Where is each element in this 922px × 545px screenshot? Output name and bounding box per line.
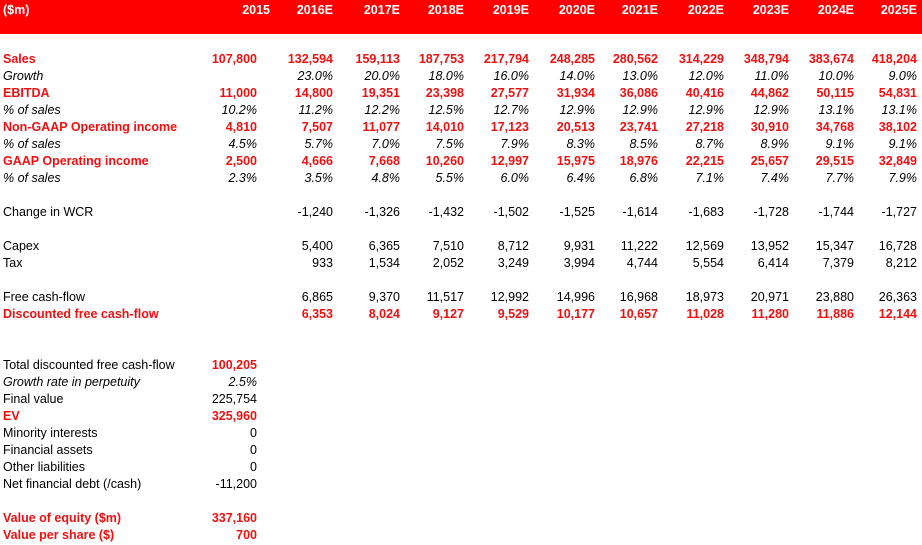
units-label: ($m) <box>3 3 30 17</box>
table-cell: 3.5% <box>304 171 333 185</box>
table-cell: 27,218 <box>685 120 724 134</box>
table-cell: 5,554 <box>692 256 724 270</box>
table-cell: 12.0% <box>688 69 724 83</box>
table-row <box>0 256 922 273</box>
table-row <box>0 205 922 222</box>
summary-row <box>0 460 922 477</box>
table-cell: 10,657 <box>619 307 658 321</box>
row-label: Change in WCR <box>3 205 94 219</box>
row-label: Free cash-flow <box>3 290 85 304</box>
summary-label: Net financial debt (/cash) <box>3 477 142 491</box>
table-cell: 6,865 <box>301 290 333 304</box>
table-cell: 9,370 <box>368 290 400 304</box>
table-cell: 1,534 <box>368 256 400 270</box>
table-cell: 217,794 <box>483 52 529 66</box>
table-cell: 9,127 <box>432 307 464 321</box>
table-cell: 34,768 <box>815 120 854 134</box>
summary-row <box>0 392 922 409</box>
summary-row <box>0 511 922 528</box>
table-cell: 132,594 <box>287 52 333 66</box>
summary-value: 700 <box>236 528 257 542</box>
year-header: 2022E <box>687 3 724 17</box>
table-row <box>0 171 922 188</box>
table-cell: -1,614 <box>622 205 658 219</box>
table-cell: 4,666 <box>301 154 333 168</box>
table-cell: 8,712 <box>497 239 529 253</box>
table-cell: 7.4% <box>760 171 789 185</box>
table-cell: 32,849 <box>878 154 917 168</box>
table-cell: 13.1% <box>881 103 917 117</box>
summary-label: Final value <box>3 392 64 406</box>
table-row <box>0 120 922 137</box>
table-cell: 159,113 <box>355 52 400 66</box>
table-cell: 4.5% <box>228 137 257 151</box>
table-cell: 13.0% <box>622 69 658 83</box>
summary-value: 0 <box>250 443 257 457</box>
row-label: Capex <box>3 239 40 253</box>
year-header: 2021E <box>621 3 658 17</box>
table-cell: 16,968 <box>619 290 658 304</box>
table-cell: 23,880 <box>815 290 854 304</box>
year-header: 2018E <box>427 3 464 17</box>
summary-value: 337,160 <box>211 511 257 525</box>
table-cell: 23,398 <box>425 86 464 100</box>
table-cell: 36,086 <box>619 86 658 100</box>
row-label: GAAP Operating income <box>3 154 149 168</box>
summary-label: Value of equity ($m) <box>3 511 122 525</box>
row-label: % of sales <box>3 137 61 151</box>
table-cell: 9,529 <box>497 307 529 321</box>
table-cell: 31,934 <box>556 86 595 100</box>
table-cell: 5.5% <box>435 171 464 185</box>
row-label: EBITDA <box>3 86 50 100</box>
year-header: 2017E <box>363 3 400 17</box>
year-header: 2025E <box>880 3 917 17</box>
table-cell: -1,683 <box>688 205 724 219</box>
table-cell: 3,249 <box>497 256 529 270</box>
table-cell: 12,569 <box>685 239 724 253</box>
summary-label: Other liabilities <box>3 460 85 474</box>
summary-label: Minority interests <box>3 426 98 440</box>
summary-label: EV <box>3 409 20 423</box>
table-cell: 8,024 <box>368 307 400 321</box>
table-cell: 348,794 <box>743 52 789 66</box>
summary-row <box>0 426 922 443</box>
row-label: Non-GAAP Operating income <box>3 120 178 134</box>
table-cell: 50,115 <box>816 86 854 100</box>
table-cell: 15,347 <box>815 239 854 253</box>
table-cell: 12,144 <box>878 307 917 321</box>
table-row <box>0 307 922 324</box>
table-cell: 7.9% <box>500 137 529 151</box>
table-cell: 20.0% <box>364 69 400 83</box>
year-header: 2023E <box>752 3 789 17</box>
table-cell: 7,507 <box>301 120 333 134</box>
table-cell: 18,973 <box>685 290 724 304</box>
table-cell: 12.5% <box>428 103 464 117</box>
summary-row <box>0 375 922 392</box>
table-cell: 10.0% <box>818 69 854 83</box>
table-header <box>0 0 922 34</box>
table-cell: 17,123 <box>490 120 529 134</box>
table-cell: 11,222 <box>620 239 658 253</box>
table-cell: 9.1% <box>888 137 917 151</box>
table-cell: 383,674 <box>808 52 854 66</box>
table-cell: 5.7% <box>304 137 333 151</box>
table-cell: 9.0% <box>888 69 917 83</box>
table-cell: 187,753 <box>418 52 464 66</box>
table-cell: 18.0% <box>428 69 464 83</box>
table-cell: 14,010 <box>425 120 464 134</box>
table-cell: 11.0% <box>754 69 789 83</box>
table-cell: 7.0% <box>371 137 400 151</box>
table-cell: 12,992 <box>490 290 529 304</box>
summary-label: Value per share ($) <box>3 528 115 542</box>
table-cell: 7,668 <box>368 154 400 168</box>
table-cell: 2.3% <box>228 171 257 185</box>
table-cell: 7.5% <box>435 137 464 151</box>
table-cell: 12.2% <box>364 103 400 117</box>
year-header: 2019E <box>492 3 529 17</box>
summary-label: Total discounted free cash-flow <box>3 358 175 372</box>
table-cell: 5,400 <box>301 239 333 253</box>
table-cell: 314,229 <box>678 52 724 66</box>
row-label: Discounted free cash-flow <box>3 307 159 321</box>
summary-row <box>0 358 922 375</box>
summary-value: 325,960 <box>211 409 257 423</box>
year-header: 2016E <box>296 3 333 17</box>
table-cell: -1,525 <box>559 205 595 219</box>
summary-value: 100,205 <box>211 358 257 372</box>
table-cell: -1,432 <box>428 205 464 219</box>
table-row <box>0 103 922 120</box>
table-cell: 9.1% <box>825 137 854 151</box>
table-cell: 9,931 <box>563 239 595 253</box>
table-cell: 7.1% <box>695 171 724 185</box>
table-cell: 11,028 <box>686 307 724 321</box>
table-row <box>0 86 922 103</box>
table-row <box>0 52 922 69</box>
table-row <box>0 137 922 154</box>
table-cell: 13.1% <box>818 103 854 117</box>
table-cell: 7.9% <box>888 171 917 185</box>
table-cell: 6.4% <box>566 171 595 185</box>
table-cell: 12.9% <box>688 103 724 117</box>
table-cell: 7.7% <box>825 171 854 185</box>
table-cell: 38,102 <box>878 120 917 134</box>
table-cell: 29,515 <box>815 154 854 168</box>
summary-label: Financial assets <box>3 443 93 457</box>
table-cell: 14.0% <box>559 69 595 83</box>
table-cell: 26,363 <box>878 290 917 304</box>
table-cell: 8,212 <box>885 256 917 270</box>
table-cell: 10,260 <box>425 154 464 168</box>
row-label: % of sales <box>3 171 61 185</box>
table-cell: 44,862 <box>750 86 789 100</box>
table-cell: 10,177 <box>556 307 595 321</box>
table-cell: 23.0% <box>297 69 333 83</box>
table-cell: 4,810 <box>225 120 257 134</box>
table-cell: 11,077 <box>362 120 400 134</box>
table-row <box>0 290 922 307</box>
summary-value: 2.5% <box>228 375 257 389</box>
summary-value: 0 <box>250 460 257 474</box>
table-cell: 20,513 <box>556 120 595 134</box>
table-cell: 15,975 <box>556 154 595 168</box>
table-cell: 12.9% <box>559 103 595 117</box>
table-cell: 12.9% <box>753 103 789 117</box>
table-cell: 6,353 <box>301 307 333 321</box>
table-cell: 8.7% <box>695 137 724 151</box>
table-cell: 4.8% <box>371 171 400 185</box>
table-cell: 14,800 <box>294 86 333 100</box>
table-cell: 248,285 <box>549 52 595 66</box>
table-cell: 2,500 <box>225 154 257 168</box>
table-row <box>0 154 922 171</box>
summary-value: -11,200 <box>215 477 257 491</box>
table-cell: -1,728 <box>753 205 789 219</box>
summary-row <box>0 409 922 426</box>
table-cell: 12.7% <box>493 103 529 117</box>
summary-value: 0 <box>250 426 257 440</box>
row-label: % of sales <box>3 103 61 117</box>
table-cell: 8.3% <box>566 137 595 151</box>
table-cell: 11,280 <box>751 307 789 321</box>
table-cell: 3,994 <box>563 256 595 270</box>
summary-label: Growth rate in perpetuity <box>3 375 140 389</box>
table-cell: 11,517 <box>426 290 464 304</box>
table-cell: -1,326 <box>364 205 400 219</box>
table-cell: 933 <box>312 256 333 270</box>
summary-row <box>0 443 922 460</box>
table-cell: 40,416 <box>685 86 724 100</box>
table-cell: 22,215 <box>685 154 724 168</box>
table-cell: 25,657 <box>750 154 789 168</box>
table-cell: 11,000 <box>219 86 257 100</box>
table-cell: 4,744 <box>626 256 658 270</box>
table-cell: 7,379 <box>822 256 854 270</box>
summary-row <box>0 528 922 545</box>
table-cell: 54,831 <box>878 86 917 100</box>
table-cell: 30,910 <box>750 120 789 134</box>
table-cell: 6.8% <box>629 171 658 185</box>
table-cell: 6,414 <box>757 256 789 270</box>
summary-value: 225,754 <box>211 392 257 406</box>
table-cell: 418,204 <box>871 52 917 66</box>
table-cell: 14,996 <box>556 290 595 304</box>
table-cell: 23,741 <box>619 120 658 134</box>
table-cell: 12,997 <box>490 154 529 168</box>
year-header: 2024E <box>817 3 854 17</box>
table-row <box>0 239 922 256</box>
year-header: 2020E <box>558 3 595 17</box>
table-cell: 12.9% <box>622 103 658 117</box>
table-cell: 13,952 <box>750 239 789 253</box>
table-cell: 27,577 <box>490 86 529 100</box>
table-cell: -1,502 <box>493 205 529 219</box>
table-cell: -1,744 <box>818 205 854 219</box>
table-cell: 107,800 <box>211 52 257 66</box>
summary-row <box>0 477 922 494</box>
table-cell: 11.2% <box>298 103 333 117</box>
table-cell: 8.9% <box>760 137 789 151</box>
table-cell: 7,510 <box>432 239 464 253</box>
table-cell: -1,240 <box>297 205 333 219</box>
table-cell: 6.0% <box>500 171 529 185</box>
table-cell: -1,727 <box>881 205 917 219</box>
table-cell: 280,562 <box>612 52 658 66</box>
table-cell: 20,971 <box>750 290 789 304</box>
table-row <box>0 69 922 86</box>
table-cell: 16.0% <box>493 69 529 83</box>
table-cell: 16,728 <box>878 239 917 253</box>
row-label: Tax <box>3 256 23 270</box>
table-cell: 2,052 <box>432 256 464 270</box>
table-cell: 11,886 <box>816 307 854 321</box>
row-label: Sales <box>3 52 36 66</box>
table-cell: 18,976 <box>619 154 658 168</box>
row-label: Growth <box>3 69 44 83</box>
year-header: 2015 <box>242 3 270 17</box>
table-cell: 19,351 <box>361 86 400 100</box>
table-cell: 6,365 <box>368 239 400 253</box>
table-cell: 10.2% <box>221 103 257 117</box>
table-cell: 8.5% <box>629 137 658 151</box>
